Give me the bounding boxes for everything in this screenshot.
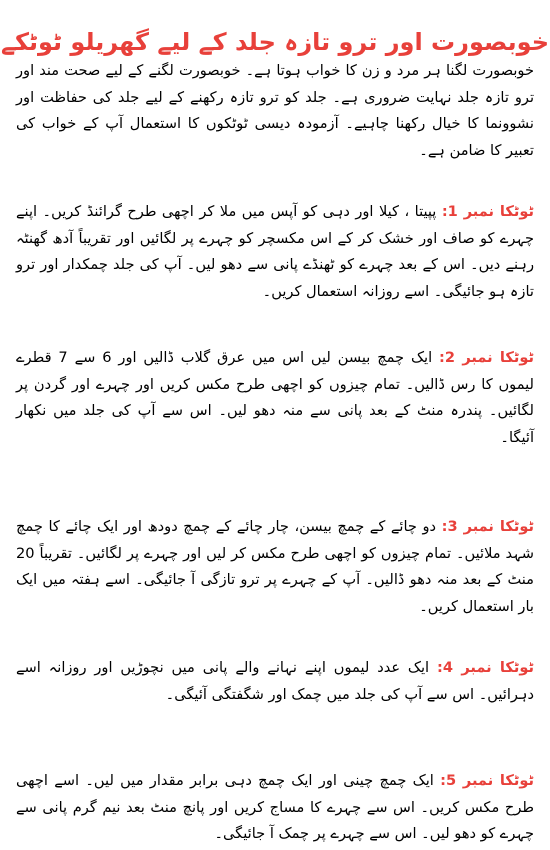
- tip-paragraph-3: [16, 514, 534, 620]
- tip-paragraph-5: [16, 768, 534, 848]
- tip-paragraph-2: [16, 345, 534, 451]
- tip-label-3: ٹوٹکا نمبر 3:: [441, 518, 534, 535]
- page-title: [0, 22, 550, 62]
- tip-label-2: ٹوٹکا نمبر 2:: [439, 349, 535, 366]
- intro-paragraph: خوبصورت لگنا ہر مرد و زن کا خواب ہوتا ہے۔ خوبصورت لگنے کے لیے صحت مند اور ترو تازہ جلد نہایت ضروری ہے۔ جلد کو ترو تازہ رکھنے کے لیے جلد کی حفاظت اور نشوونما کا خیال رکھنا چاہیے۔ آزمودہ دیسی ٹوٹکوں کا استعمال آپ کے خواب کی تعبیر کا ضامن ہے۔: [16, 62, 534, 159]
- tip-label-5: ٹوٹکا نمبر 5:: [440, 772, 534, 789]
- page-title-text: خوبصورت اور ترو تازہ جلد کے لیے گھریلو ٹوٹکے: [0, 28, 550, 57]
- tip-text-4: ایک عدد لیموں اپنے نہانے والے پانی میں نچوڑیں اور روزانہ اسے دہرائیں۔ اس سے آپ کی جلد میں چمک اور شگفتگی آئیگی۔: [16, 659, 534, 703]
- tip-text-3: دو چائے کے چمچ بیسن، چار چائے کے چمچ دودھ اور ایک چائے کا چمچ شہد ملائیں۔ تمام چیزوں کو اچھی طرح مکس کر لیں اور چہرے پر لگائیں۔ تقریباً 20 منٹ کے بعد منہ دھو ڈالیں۔ آپ کے چہرے پر ترو تازگی آ جائیگی۔ اسے ہفتہ میں ایک بار استعمال کریں۔: [16, 518, 534, 615]
- tip-paragraph-4: [16, 655, 534, 708]
- tip-label-4: ٹوٹکا نمبر 4:: [437, 659, 535, 676]
- tip-text-2: ایک چمچ بیسن لیں اس میں عرق گلاب ڈالیں اور 6 سے 7 قطرے لیموں کا رس ڈالیں۔ تمام چیزوں کو اچھی طرح مکس کریں اور چہرے اور گردن پر لگائیں۔ پندرہ منٹ کے بعد پانی سے منہ دھو لیں۔ اس سے آپ کی جلد میں نکھار آئیگا۔: [16, 349, 534, 446]
- tip-label-1: ٹوٹکا نمبر 1:: [441, 203, 535, 220]
- tip-paragraph-1: [16, 199, 534, 305]
- tip-text-1: پپیتا ، کیلا اور دہی کو آپس میں ملا کر اچھی طرح گرائنڈ کریں۔ اپنے چہرے کو صاف اور خشک کر کے اس مکسچر کو چہرے پر لگائیں اور تقریباً آدھ گھنٹہ رہنے دیں۔ اس کے بعد چہرے کو ٹھنڈے پانی سے دھو لیں۔ آپ کی جلد چمکدار اور ترو تازہ ہو جائیگی۔ اسے روزانہ استعمال کریں۔: [16, 203, 534, 300]
- tip-text-5: ایک چمچ چینی اور ایک چمچ دہی برابر مقدار میں لیں۔ اسے اچھی طرح مکس کریں۔ اس سے چہرے کا مساج کریں اور پانچ منٹ بعد نیم گرم پانی سے چہرے کو دھو لیں۔ اس سے چہرے پر چمک آ جائیگی۔: [16, 772, 534, 842]
